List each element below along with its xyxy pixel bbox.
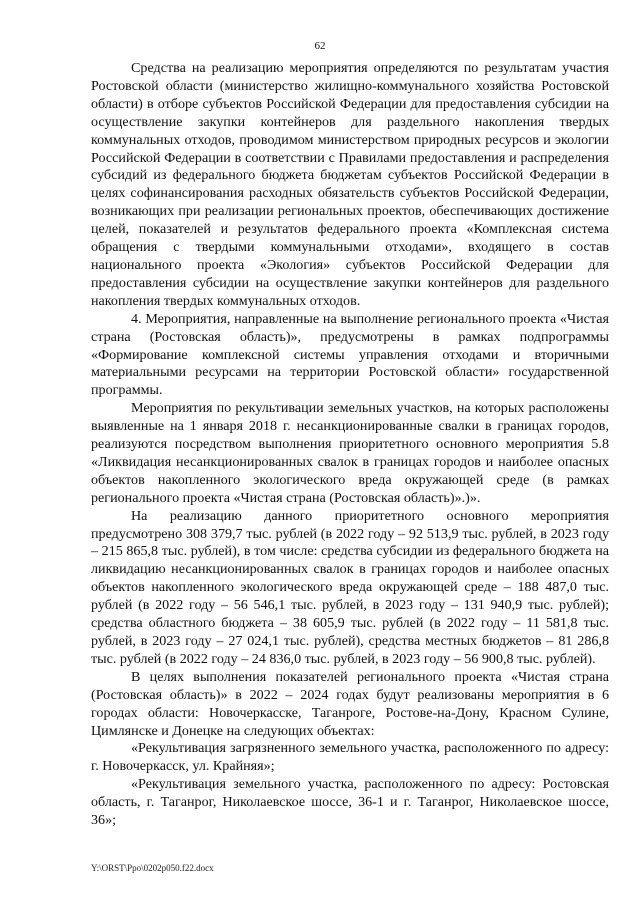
paragraph-land-reclamation: Мероприятия по рекультивации земельных участков, на которых расположены выявленные на 1 января 2018 г. несанкционированные свалки в границах городов, реализуются посредством выполнения приоритетного основного мероприятия 5.8 «Ликвидация несанкционированных свалок в границах городов и наиболее опасных объектов накопленного экологического вреда окружающей среде (в рамках регионального проекта «Чистая страна (Ростовская область)».)».: [91, 400, 609, 506]
paragraph-object-novocherkassk: «Рекультивация загрязненного земельного участка, расположенного по адресу: г. Новочеркасск, ул. Крайняя»;: [91, 740, 609, 775]
body-text: [91, 60, 609, 830]
page-number: 62: [314, 40, 326, 52]
paragraph-object-taganrog: «Рекультивация земельного участка, расположенного по адресу: Ростовская область, г. Таганрог, Николаевское шоссе, 36-1 и г. Таганрог, Николаевское шоссе, 36»;: [91, 776, 609, 829]
paragraph-funding-source: Средства на реализацию мероприятия определяются по результатам участия Ростовской области (министерство жилищно-коммунального хозяйства Ростовской области) в отборе субъектов Российской Федерации для предоставления субсидии на осуществление закупки контейнеров для раздельного накопления твердых коммунальных отходов, проводимом министерством природных ресурсов и экологии Российской Федерации в соответствии с Правилами предоставления и распределения субсидий из федерального бюджета бюджетам субъектов Российской Федерации в целях софинансирования расходных обязательств субъектов Российской Федерации, возникающих при реализации региональных проектов, обеспечивающих достижение целей, показателей и результатов федерального проекта «Комплексная система обращения с твердыми коммунальными отходами», входящего в состав национального проекта «Экология» субъектов Российской Федерации для предоставления субсидии на осуществление закупки контейнеров для раздельного накопления твердых коммунальных отходов.: [91, 60, 609, 309]
paragraph-budget-amounts: На реализацию данного приоритетного основного мероприятия предусмотрено 308 379,7 тыс. рублей (в 2022 году – 92 513,9 тыс. рублей, в 2023 году – 215 865,8 тыс. рублей), в том числе: средства субсидии из федерального бюджета на ликвидацию несанкционированных свалок в границах городов и наиболее опасных объектов накопленного экологического вреда окружающей среде – 188 487,0 тыс. рублей (в 2022 году – 56 546,1 тыс. рублей, в 2023 году – 131 940,9 тыс. рублей); средства областного бюджета – 38 605,9 тыс. рублей (в 2022 году – 11 581,8 тыс. рублей, в 2023 году – 27 024,1 тыс. рублей), средства местных бюджетов – 81 286,8 тыс. рублей (в 2022 году – 24 836,0 тыс. рублей, в 2023 году – 56 900,8 тыс. рублей).: [91, 507, 609, 667]
paragraph-regional-project: 4. Мероприятия, направленные на выполнение регионального проекта «Чистая страна (Ростовская область)», предусмотрены в рамках подпрограммы «Формирование комплексной системы управления отходами и вторичными материальными ресурсами на территории Ростовской области» государственной программы.: [91, 310, 609, 399]
paragraph-cities-list: В целях выполнения показателей регионального проекта «Чистая страна (Ростовская область)» в 2022 – 2024 годах будут реализованы мероприятия в 6 городах области: Новочеркасске, Таганроге, Ростове-на-Дону, Красном Сулине, Цимлянске и Донецке на следующих объектах:: [91, 668, 609, 739]
footer-file-path: Y:\ORST\Ppo\0202p050.f22.docx: [91, 863, 214, 873]
